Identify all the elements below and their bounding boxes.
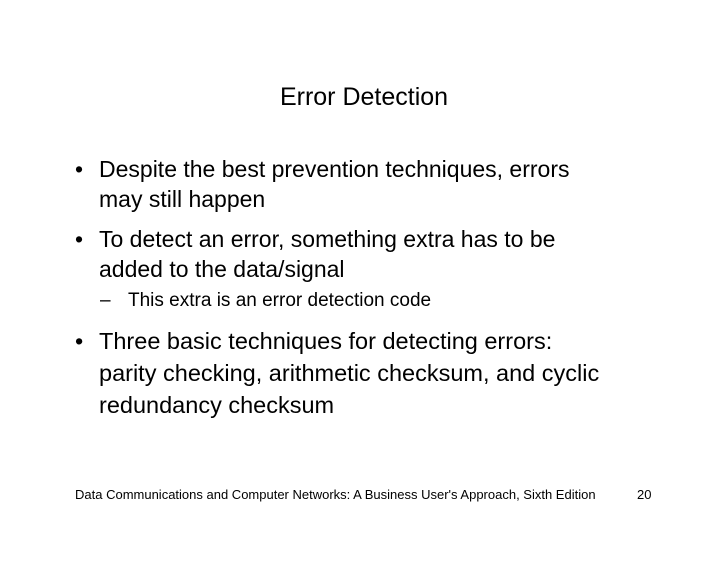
bullet-line: Three basic techniques for detecting errors:	[99, 328, 553, 354]
bullet-line: redundancy checksum	[99, 392, 335, 418]
sub-bullet-text: This extra is an error detection code	[128, 290, 432, 311]
sub-bullet-marker: –	[100, 290, 111, 311]
bullet-marker: •	[75, 226, 84, 252]
bullet-marker: •	[75, 156, 84, 182]
bullet-line: parity checking, arithmetic checksum, and cyclic	[99, 360, 600, 386]
bullet-text	[99, 154, 679, 214]
bullet-line: may still happen	[99, 186, 266, 212]
bullet-line: To detect an error, something extra has to be	[99, 226, 556, 252]
bullet-text	[99, 224, 679, 284]
bullet-line: added to the data/signal	[99, 256, 345, 282]
bullet-marker: •	[75, 328, 84, 354]
bullet-text	[99, 325, 679, 421]
bullet-line: Despite the best prevention techniques, errors	[99, 156, 570, 182]
page-number: 20	[637, 487, 652, 502]
slide-title: Error Detection	[279, 83, 449, 111]
slide-footer: Data Communications and Computer Networks: A Business User's Approach, Sixth Edition	[75, 487, 596, 502]
